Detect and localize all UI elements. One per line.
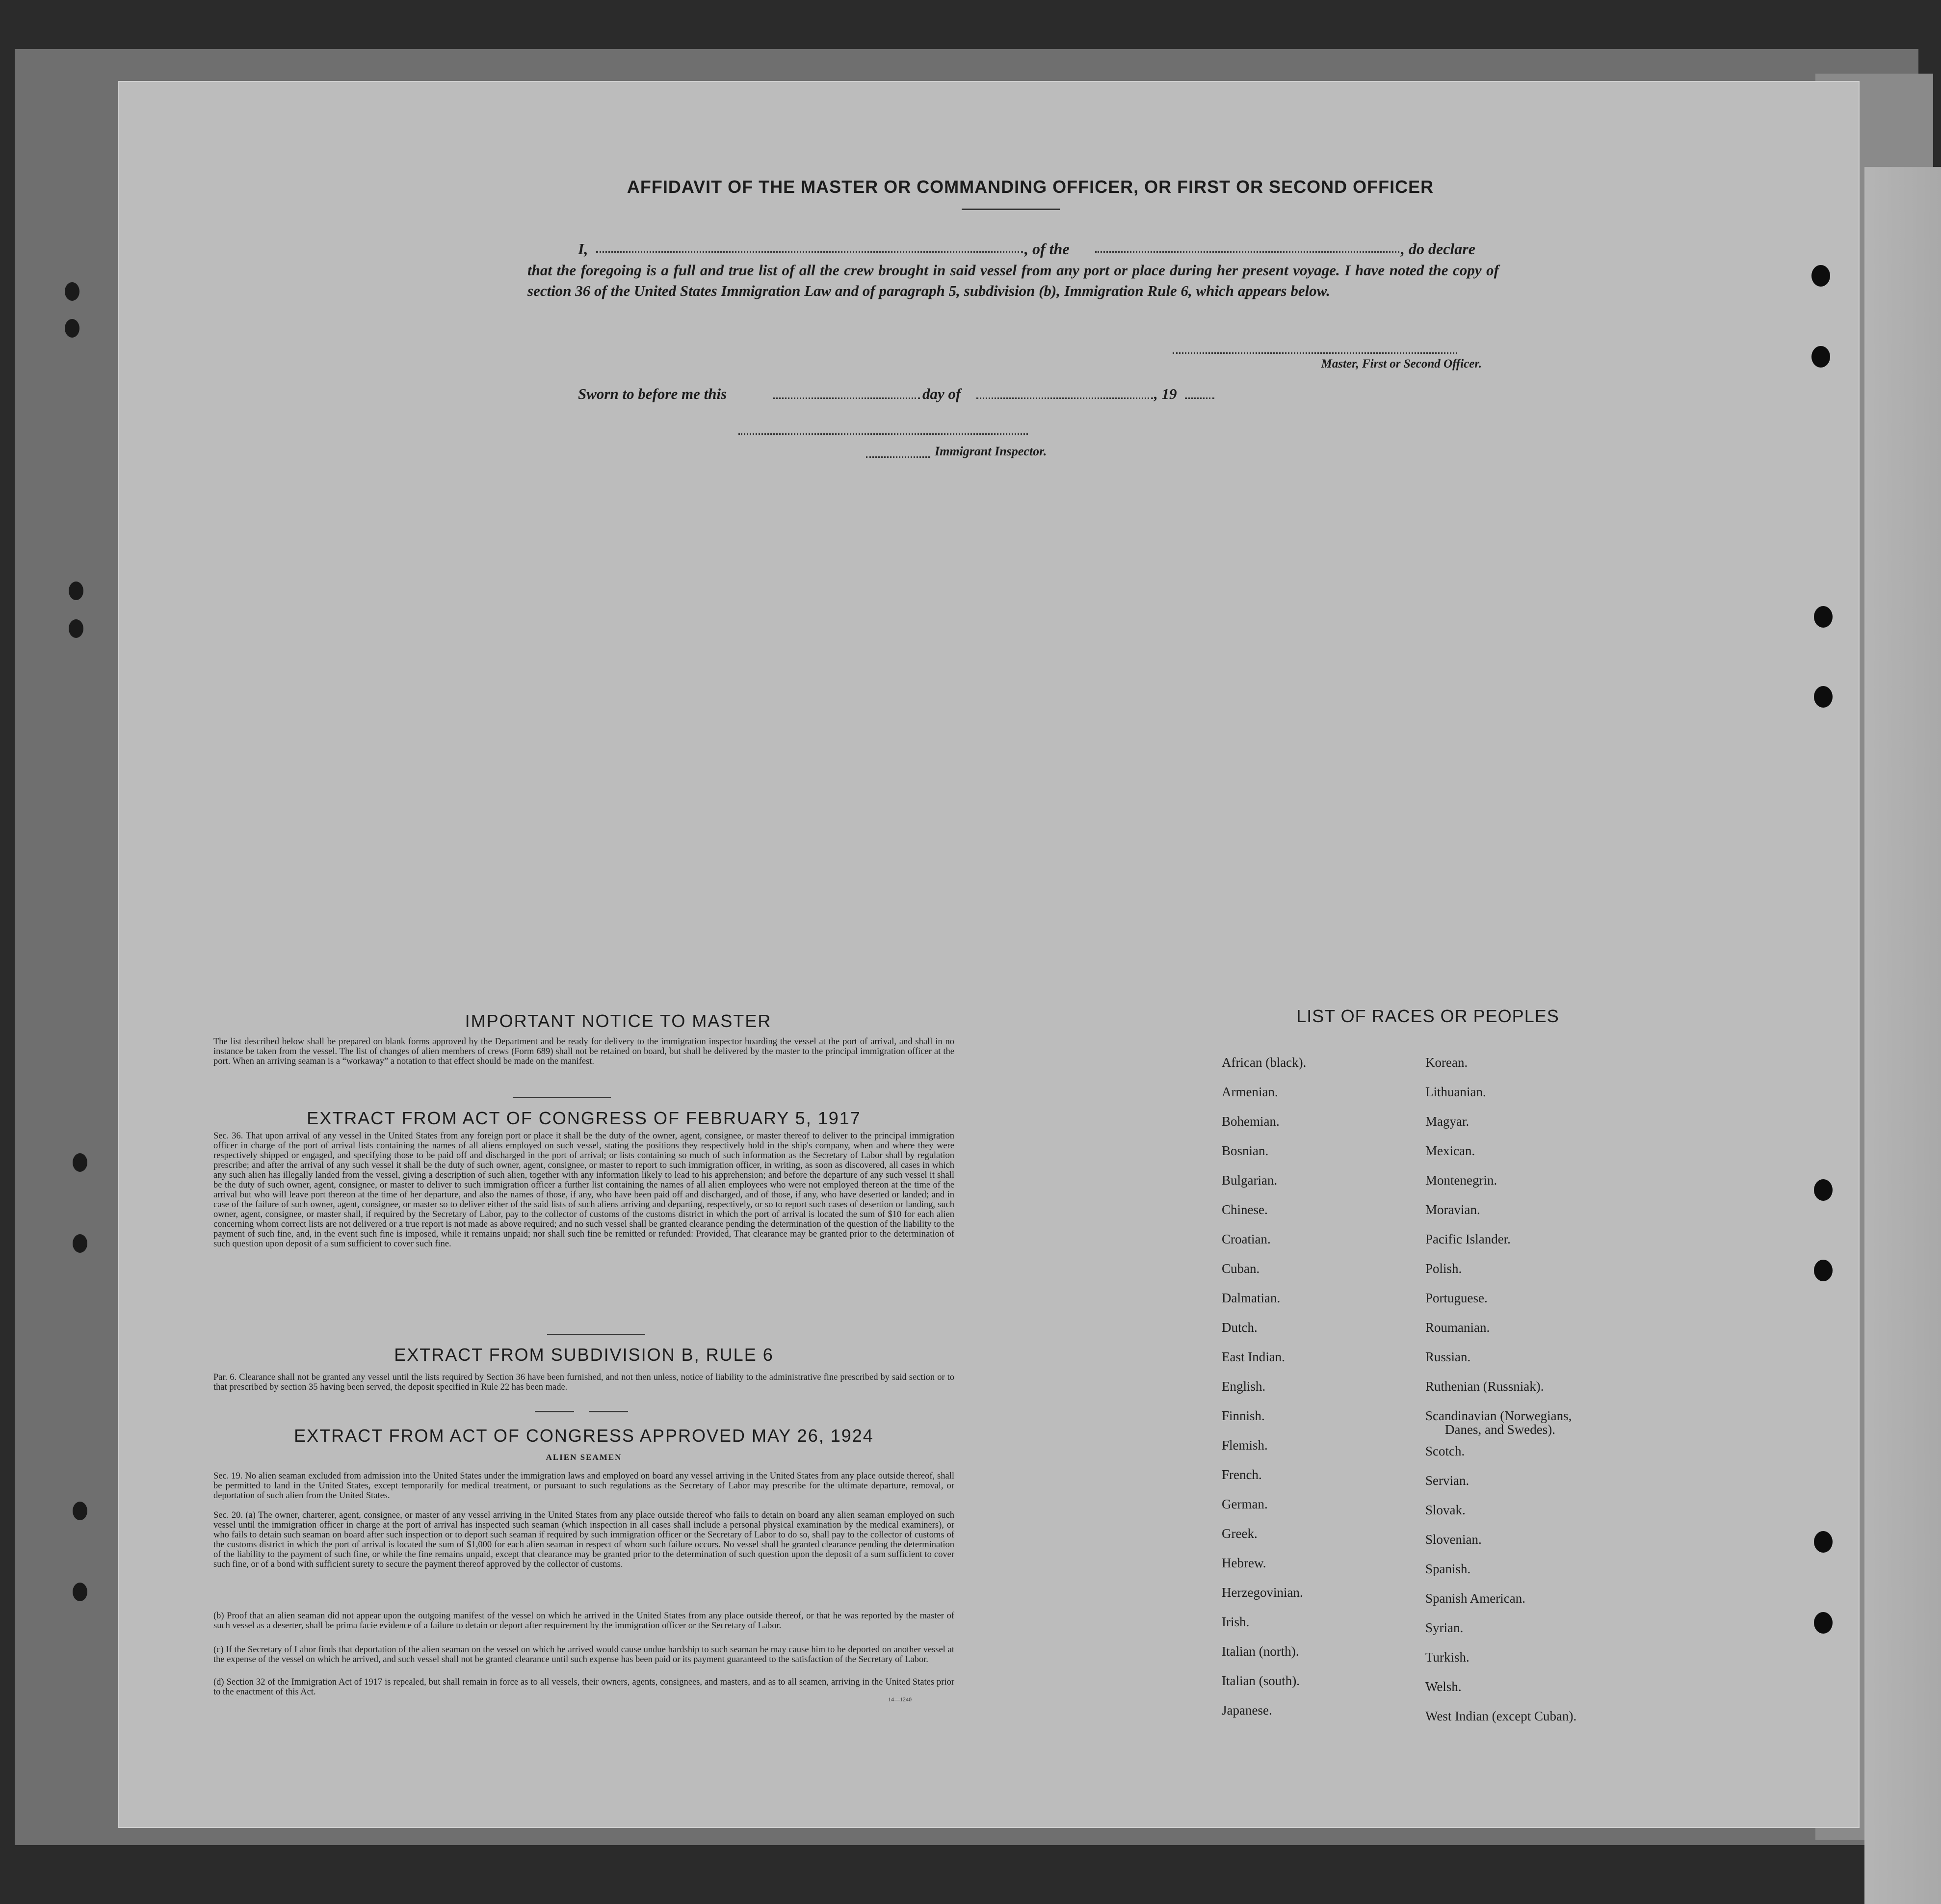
punch-hole (1811, 265, 1830, 287)
rule6-title: EXTRACT FROM SUBDIVISION B, RULE 6 (394, 1345, 774, 1365)
race-item: Bosnian. (1222, 1143, 1269, 1158)
race-item: Croatian. (1222, 1232, 1271, 1246)
race-item: Montenegrin. (1425, 1173, 1497, 1188)
affidavit-of-the: , of the (1024, 240, 1070, 258)
race-item: East Indian. (1222, 1349, 1285, 1364)
inspector-label: Immigrant Inspector. (935, 444, 1047, 458)
affidavit-i: I, (578, 240, 588, 258)
race-item: Armenian. (1222, 1084, 1278, 1099)
race-item: Syrian. (1425, 1620, 1464, 1635)
race-item: German. (1222, 1497, 1268, 1511)
name-blank[interactable] (596, 251, 1023, 253)
races-right-column (1425, 1048, 1576, 1731)
race-item: Korean. (1425, 1055, 1468, 1070)
inspector-signature-blank[interactable] (738, 433, 1028, 435)
race-item: Irish. (1222, 1614, 1250, 1629)
race-item: Pacific Islander. (1425, 1232, 1511, 1246)
race-item: Spanish American. (1425, 1591, 1525, 1606)
sworn-month-blank[interactable] (976, 397, 1153, 399)
vessel-blank[interactable] (1095, 251, 1399, 253)
extract-1924-sec20c: (c) If the Secretary of Labor finds that deportation of the alien seaman on the vessel on which he arrived would cause undue hardship to such seaman he may cause him to be deported on another vessel at the expense of the vessel on which he arrived, and such vessel shall not be granted clearance until such expense has been paid or its payment guaranteed to the satisfaction of the Secretary of Labor. (213, 1645, 954, 1665)
race-item: Polish. (1425, 1261, 1462, 1276)
extract-1917-rule (547, 1334, 645, 1335)
race-item: Russian. (1425, 1349, 1471, 1364)
race-item: Welsh. (1425, 1679, 1462, 1694)
race-item: Lithuanian. (1425, 1084, 1486, 1099)
affidavit-declare: , do declare (1401, 240, 1475, 258)
punch-hole (1811, 346, 1830, 368)
race-item: Turkish. (1425, 1650, 1469, 1665)
race-item: Japanese. (1222, 1703, 1272, 1718)
punch-hole (73, 1153, 87, 1172)
extract-1917-body: Sec. 36. That upon arrival of any vessel in the United States from any foreign port or place it shall be the duty of the owner, agent, consignee, or master thereof to deliver to the principal immigration officer in charge of the port of arrival lists containing the names of all aliens employed on such vessel, stating the positions they respectively hold in the ship's company, when and where they were respectively shipped or engaged, and specifying those to be paid off and discharged in the port of arrival; or lists containing so much of such information as the Secretary of Labor shall by regulation prescribe; and after the arrival of any such vessel it shall be the duty of such owner, agent, consignee, or master to report to such immigration officer, in writing, as soon as discovered, all cases in which any such alien has illegally landed from the vessel, giving a description of such alien, together with any information likely to lead to his apprehension; and before the departure of any such vessel it shall be the duty of such owner, agent, consignee, or master to deliver to such immigration officer a further list containing the names of all alien employees who were not employed thereon at the time of the arrival but who will leave port thereon at the time of her departure, and also the names of those, if any, who have been paid off and discharged, and of those, if any, who have deserted or landed; and in case of the failure of such owner, agent, consignee, or master so to deliver either of the said lists of such aliens arriving and departing, respectively, or so to report such cases of desertion or landing, such owner, agent, consignee, or master shall, if required by the Secretary of Labor, pay to the collector of customs of the customs district in which the port of arrival is located the sum of $10 for each alien concerning whom correct lists are not delivered or a true report is not made as above required; and no such vessel shall be granted clearance pending the determination of the question of the liability to the payment of such fine, and, in the event such fine is imposed, while it remains unpaid; nor shall such fine be remitted or refunded: Provided, That clearance may be granted prior to the determination of such question upon deposit of a sum sufficient to cover such fine. (213, 1131, 954, 1249)
race-item: English. (1222, 1379, 1266, 1394)
extract-1924-sec20d: (d) Section 32 of the Immigration Act of 1917 is repealed, but shall remain in force as to all vessels, their owners, agents, consignees, and masters, and as to all seamen, arriving in the United States prior to the enactment of this Act. (213, 1677, 954, 1697)
rule6-rule-b (589, 1411, 628, 1412)
race-item: Dutch. (1222, 1320, 1258, 1335)
race-item: Greek. (1222, 1526, 1258, 1541)
race-item: West Indian (except Cuban). (1425, 1709, 1577, 1723)
race-item: African (black). (1222, 1055, 1307, 1070)
punch-hole (1814, 1260, 1833, 1281)
affidavit-title: AFFIDAVIT OF THE MASTER OR COMMANDING OFFICER, OR FIRST OR SECOND OFFICER (627, 177, 1434, 197)
race-item: Hebrew. (1222, 1556, 1266, 1570)
extract-1924-subtitle: ALIEN SEAMEN (546, 1453, 622, 1462)
sworn-prefix: Sworn to before me this (578, 385, 727, 402)
punch-hole (1814, 686, 1833, 708)
punch-hole (65, 282, 79, 301)
races-title: LIST OF RACES OR PEOPLES (1296, 1006, 1559, 1026)
title-rule (962, 209, 1060, 210)
race-item: Flemish. (1222, 1438, 1268, 1453)
notice-title: IMPORTANT NOTICE TO MASTER (465, 1011, 772, 1031)
rule6-body: Par. 6. Clearance shall not be granted any vessel until the lists required by Section 36 have been furnished, and not then unless, notice of liability to the administrative fine prescribed by said section or to that prescribed by section 35 having been served, the deposit specified in Rule 22 has been made. (213, 1373, 954, 1392)
inspector-short-blank (866, 456, 930, 458)
rule6-rule-a (535, 1411, 574, 1412)
race-item: Herzegovinian. (1222, 1585, 1303, 1600)
race-item: Moravian. (1425, 1202, 1480, 1217)
punch-hole (73, 1583, 87, 1601)
punch-hole (1814, 1179, 1833, 1201)
race-item: Scotch. (1425, 1444, 1465, 1458)
sworn-year-blank[interactable] (1185, 397, 1214, 399)
form-code: 14—1240 (888, 1696, 912, 1703)
punch-hole (1814, 1531, 1833, 1553)
race-item: Italian (north). (1222, 1644, 1299, 1659)
signature-label: Master, First or Second Officer. (1321, 357, 1482, 370)
race-item: Roumanian. (1425, 1320, 1490, 1335)
race-item: Scandinavian (Norwegians, (1425, 1408, 1572, 1423)
notice-rule (513, 1097, 611, 1098)
race-item: Bohemian. (1222, 1114, 1280, 1129)
punch-hole (73, 1502, 87, 1520)
race-item: Slovenian. (1425, 1532, 1482, 1547)
punch-hole (69, 582, 83, 600)
race-item: Slovak. (1425, 1503, 1466, 1517)
race-item: Chinese. (1222, 1202, 1268, 1217)
punch-hole (1814, 606, 1833, 628)
race-item: Portuguese. (1425, 1291, 1488, 1305)
race-item: Italian (south). (1222, 1673, 1300, 1688)
signature-blank[interactable] (1173, 352, 1457, 354)
extract-1917-title: EXTRACT FROM ACT OF CONGRESS OF FEBRUARY 5, 1917 (307, 1108, 861, 1128)
race-item: Danes, and Swedes). (1445, 1422, 1555, 1437)
race-item: Dalmatian. (1222, 1291, 1281, 1305)
punch-hole (73, 1234, 87, 1253)
affidavit-paragraph: that the foregoing is a full and true list of all the crew brought in said vessel from any port or place during her present voyage. I have noted the copy of section 36 of the United States Immigration Law and of paragraph 5, subdivision (b), Immigration Rule 6, which appears below. (527, 262, 1499, 299)
sworn-day-of: day of (922, 385, 961, 402)
race-item: French. (1222, 1467, 1262, 1482)
race-item: Bulgarian. (1222, 1173, 1278, 1188)
sheet-edge-shadow (1864, 167, 1941, 1904)
extract-1924-sec20a: Sec. 20. (a) The owner, charterer, agent, consignee, or master of any vessel arriving in the United States from any place outside thereof who fails to detain on board any alien seaman employed on such vessel until the immigration officer in charge at the port of arrival has inspected such seaman (which inspection in all cases shall include a personal physical examination by the medical examiners), or who fails to detain such seaman on board after such inspection or to deport such seaman if required by such immigration officer or the Secretary of Labor to do so, shall pay to the collector of customs of the customs district in which the port of arrival is located the sum of $1,000 for each alien seaman in respect of whom such failure occurs. No vessel shall be granted clearance pending the determination of the liability to the payment of such fine, or while the fine remains unpaid, except that clearance may be granted prior to the determination of such question upon the deposit of a sum sufficient to cover such fine, or of a bond with sufficient surety to secure the payment thereof approved by the collector of customs. (213, 1510, 954, 1569)
extract-1924-sec19: Sec. 19. No alien seaman excluded from admission into the United States under the immigration laws and employed on board any vessel arriving in the United States from any place outside thereof, shall be permitted to land in the United States, except temporarily for medical treatment, or pursuant to such regulations as the Secretary of Labor may prescribe for the ultimate departure, removal, or deportation of such alien from the United States. (213, 1471, 954, 1501)
extract-1924-sec20b: (b) Proof that an alien seaman did not appear upon the outgoing manifest of the vessel on which he arrived in the United States from any place outside thereof, or that he was reported by the master of such vessel as a deserter, shall be prima facie evidence of a failure to detain or deport after requirement by the immigration officer or the Secretary of Labor. (213, 1611, 954, 1631)
races-left-column (1222, 1048, 1306, 1725)
sworn-year: , 19 (1154, 385, 1177, 402)
punch-hole (69, 619, 83, 638)
punch-hole (1814, 1612, 1833, 1634)
race-item: Mexican. (1425, 1143, 1475, 1158)
race-item: Ruthenian (Russniak). (1425, 1379, 1544, 1394)
race-item: Cuban. (1222, 1261, 1260, 1276)
punch-hole (65, 319, 79, 338)
race-item: Magyar. (1425, 1114, 1469, 1129)
notice-body: The list described below shall be prepared on blank forms approved by the Department and be ready for delivery to the immigration inspector boarding the vessel at the port of arrival, and shall in no instance be taken from the vessel. The list of changes of alien members of crews (Form 689) shall not be retained on board, but shall be delivered by the master to the principal immigration officer at the port. When an arriving seaman is a “workaway” a notation to that effect should be made on the manifest. (213, 1037, 954, 1066)
sworn-day-blank[interactable] (773, 397, 920, 399)
race-item: Servian. (1425, 1473, 1469, 1488)
race-item: Spanish. (1425, 1561, 1471, 1576)
extract-1924-title: EXTRACT FROM ACT OF CONGRESS APPROVED MAY 26, 1924 (294, 1426, 874, 1446)
race-item: Finnish. (1222, 1408, 1265, 1423)
